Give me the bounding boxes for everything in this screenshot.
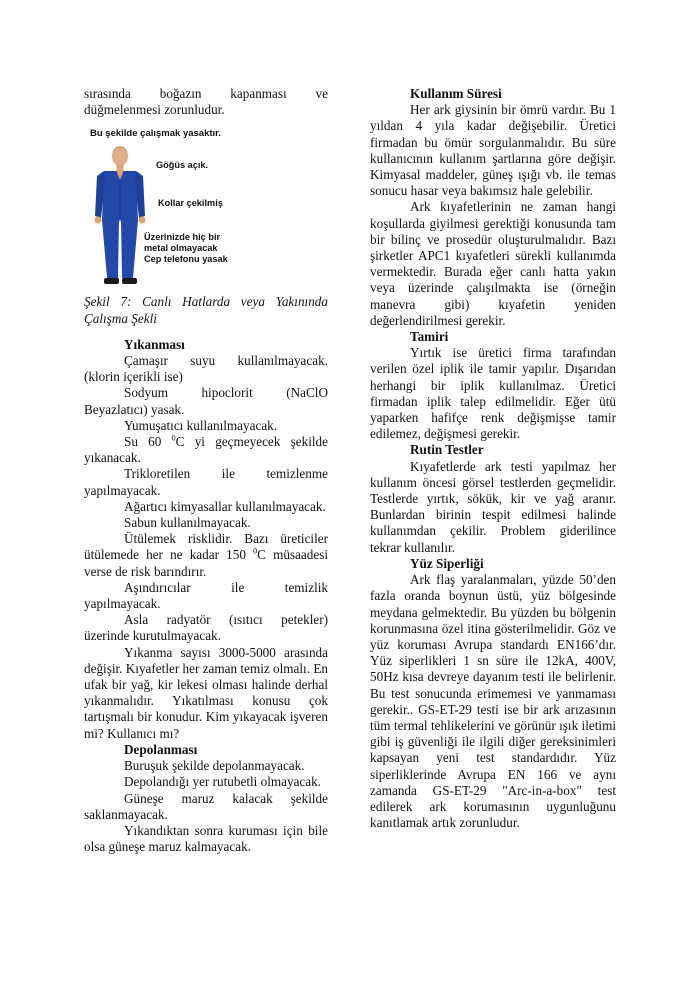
label-no-metal-line2: metal olmayacak [144,243,218,254]
figure-title: Bu şekilde çalışmak yasaktır. [90,128,221,140]
washing-p6: Ağartıcı kimyasallar kullanılmayacak. [124,498,326,514]
label-no-metal-line1: Üzerinizde hiç bir [144,232,221,243]
usage-p1: Her ark giysinin bir ömrü vardır. Bu 1 yıldan 4 yıla kadar değişebilir. Üretici firmadan bu ömür sorgulanmalıdır. Bu süre kullanıcının kullanım şartlarına göre değişir. Kimyasal maddeler, güneş ışığı vb. ile temas sonucu hasar veya bakımsız hale gelebilir. [370,102,616,199]
right-column [370,86,616,831]
storage-p3: Güneşe maruz kalacak şekilde saklanmayacak. [84,790,328,822]
label-chest-open: Göğüs açık. [156,160,209,171]
usage-p2: Ark kıyafetlerinin ne zaman hangi koşullarda giyilmesi gerektiği konusunda tam bir bilinç ve prosedür oluşturulmalıdır. Bazı şirketler APC1 kıyafetleri sürekli kullanımda vermektedir. Burada eğer canlı hatta yakın veya üzerinde çalışılmakta ise (örneğin manevra gibi) kıyafetin yeniden değerlendirilmesi gerekir. [370,199,616,328]
left-column [84,86,328,855]
washing-p11: Yıkanma sayısı 3000-5000 arasında değişir. Kıyafetler her zaman temiz olmalı. En ufak bir yağ, kir lekesi olması halinde derhal yıkanmalıdır. Yıkatılması konusu çok tartışmalı bir konudur. Kim yıkayacak işveren mi? Kullanıcı mı? [84,644,328,741]
storage-p4: Yıkandıktan sonra kuruması için bile olsa güneşe maruz kalmayacak. [84,822,328,855]
washing-p4: Su 60 $^0$C yi geçmeyecek şekilde yıkanacak. [84,433,328,466]
heading-usage-period: Kullanım Süresi [410,86,502,101]
washing-p9: Aşındırıcılar ile temizlik yapılmayacak. [84,579,328,612]
washing-p10: Asla radyatör (ısıtıcı petekler) üzerinde kurutulmayacak. [84,612,328,644]
washing-p1: Çamaşır suyu kullanılmayacak. (klorin içerikli ise) [84,353,328,385]
washing-p8: Ütülemek risklidir. Bazı üreticiler ütülemede her ne kadar 150 $^0$C müsaadesi verse de risk barındırır. [84,531,329,579]
washing-p3: Yumuşatıcı kullanılmayacak. [124,417,278,433]
heading-storage: Depolanması [124,741,198,757]
washing-p7: Sabun kullanılmayacak. [124,515,251,531]
heading-repair: Tamiri [410,329,449,345]
tests-p1: Kıyafetlerde ark testi yapılmaz her kullanım öncesi görsel testlerden geçmelidir. Testlerde yırtık, sökük, kir ve yağ aranır. Bunlardan birinin tespit edilmesi halinde kullanımdan çekilir. Problem giderilince tekrar kullanılır. [370,458,616,555]
heading-face-shield: Yüz Siperliği [410,555,484,571]
label-sleeves-rolled: Kollar çekilmiş [158,198,223,209]
repair-p1: Yırtık ise üretici firma tarafından verilen özel iplik ile tamir yapılır. Dışarıdan herhangi bir iplik kullanılmaz. Üretici firmadan iplik talep edilmelidir. Eğer ütü yaparken hafifçe renk değişmişse tamir edilemez, değişmesi gerekir. [370,345,616,442]
worker-in-coverall-image [92,140,148,288]
face-shield-p1: Ark flaş yaralanmaları, yüzde 50’den fazla oranda boynun üstü, yüz bölgesinde meydana gelmektedir. Bu yüzden bu bölgenin korunmasına özel itina gösterilmelidir. Göz ve yüz koruması Avrupa standardı EN166’dır. Yüz siperlikleri 1 sn süre ile 12kA, 400V, 50Hz kısa devreye dayanım testi ile belirlenir. Bu test sonucunda erimemesi ve yanmaması gerekir.. GS-ET-29 testi ise bir ark arızasının tüm termal tehlikelerini ve görünür ışık iletimi gibi iş güvenliği ile ilgili diğer gereksinimleri kapsayan yeni test standardıdır. Yüz siperliklerinde Avrupa EN 166 ve aynı zamanda GS-ET-29 "Arc-in-a-box" test edilerek ark korumasının uygunluğunu kanıtlamak artık zorunludur. [370,572,616,831]
storage-p1: Buruşuk şekilde depolanmayacak. [124,758,305,774]
washing-p2: Sodyum hipoclorit (NaClO Beyazlatıcı) yasak. [84,385,328,417]
washing-p5: Trikloretilen ile temizlenme yapılmayacak. [84,466,328,498]
storage-p2: Depolandığı yer rutubetli olmayacak. [124,774,322,790]
figure-caption: Şekil 7: Canlı Hatlarda veya Yakınında Çalışma Şekli [84,294,328,326]
heading-washing: Yıkanması [124,336,185,352]
figure-7 [84,126,328,288]
heading-routine-tests: Rutin Testler [410,442,484,458]
intro-paragraph: sırasında boğazın kapanması ve düğmelenmesi zorunludur. [84,86,328,118]
label-phone-forbidden: Cep telefonu yasak [144,254,228,265]
